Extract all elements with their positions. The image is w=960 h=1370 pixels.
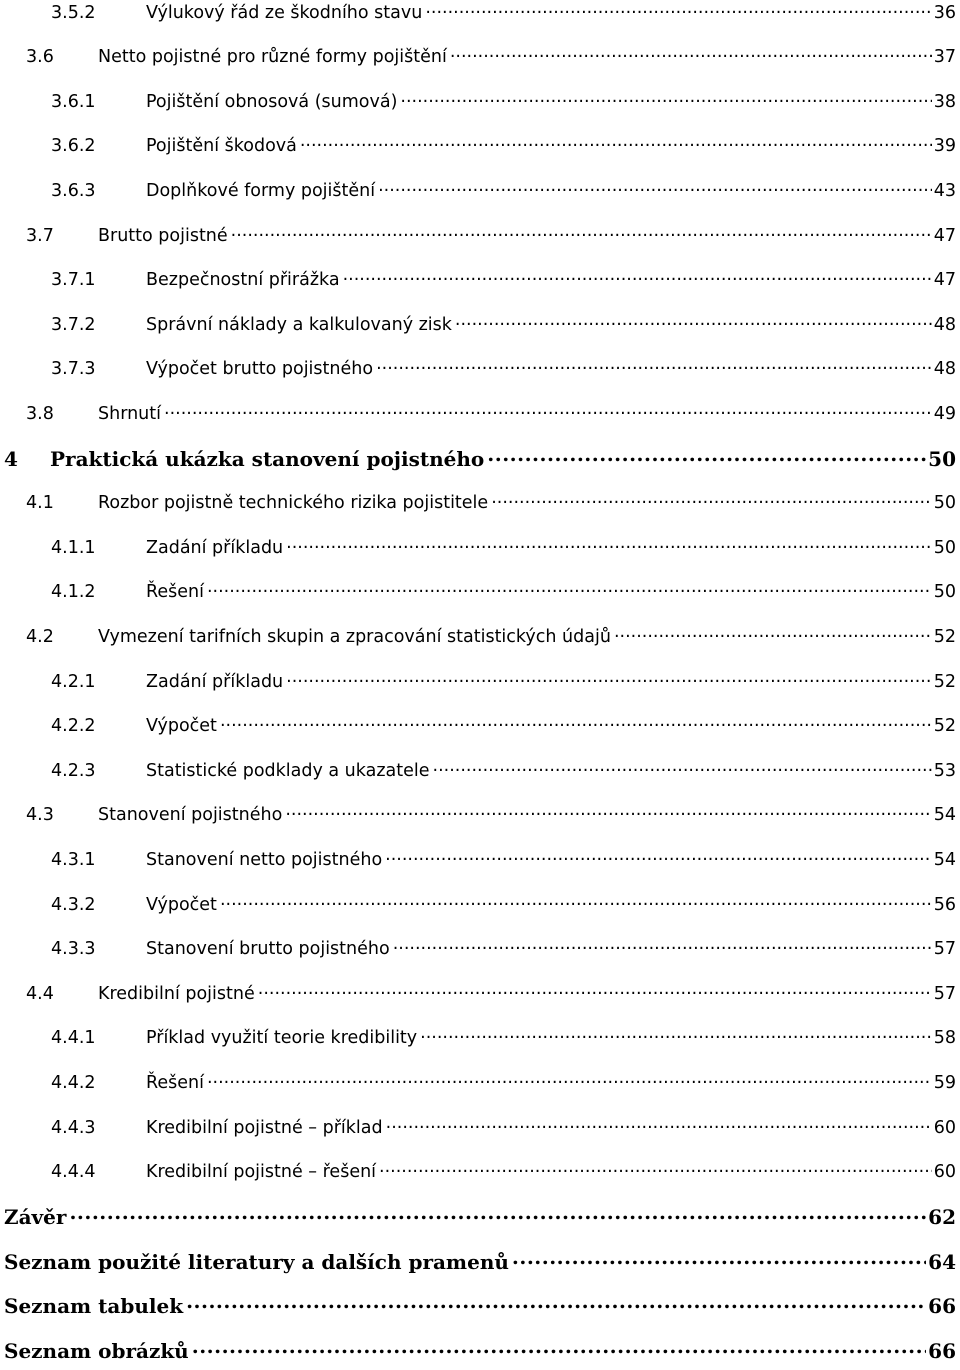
dot-leader — [379, 1160, 932, 1178]
toc-entry-title: Zadání příkladu — [146, 537, 284, 558]
toc-entry-number: 3.7.3 — [51, 359, 96, 380]
dot-leader — [378, 178, 932, 196]
toc-entry-title: Seznam použité literatury a dalších pramenů — [4, 1249, 509, 1274]
toc-entry-page-number: 50 — [928, 447, 956, 471]
dot-leader — [487, 446, 926, 466]
toc-entry[interactable] — [0, 803, 960, 833]
toc-entry-number: 3.6.3 — [51, 180, 96, 201]
dot-leader — [420, 1026, 932, 1044]
toc-entry-page-number: 36 — [933, 2, 956, 23]
dot-leader — [286, 669, 932, 687]
toc-entry-page-number: 52 — [933, 626, 956, 647]
toc-entry-page-number: 47 — [933, 270, 956, 291]
toc-entry-page-number: 66 — [928, 1294, 956, 1319]
toc-entry-title: Pojištění škodová — [146, 136, 297, 157]
toc-entry-title: Rozbor pojistně technického rizika pojistitele — [98, 493, 489, 514]
toc-entry-number: 3.7.2 — [51, 314, 96, 335]
toc-entry-page-number: 54 — [933, 805, 956, 826]
toc-entry-title: Výpočet brutto pojistného — [146, 359, 374, 380]
toc-entry-number: 3.7.1 — [51, 270, 96, 291]
dot-leader — [285, 803, 931, 821]
toc-entry[interactable] — [0, 580, 960, 610]
dot-leader — [455, 312, 932, 330]
dot-leader — [376, 357, 932, 375]
toc-entry[interactable] — [0, 1115, 960, 1145]
toc-entry-title: Řešení — [146, 582, 204, 603]
toc-entry-page-number: 49 — [933, 403, 956, 424]
toc-entry-number: 4.4.1 — [51, 1028, 96, 1049]
toc-entry[interactable] — [0, 446, 960, 478]
toc-entry-number: 4.2.3 — [51, 760, 96, 781]
dot-leader — [491, 491, 932, 509]
toc-entry[interactable] — [0, 357, 960, 387]
dot-leader — [343, 268, 932, 286]
toc-entry-page-number: 66 — [928, 1339, 956, 1363]
toc-entry-page-number: 52 — [933, 671, 956, 692]
dot-leader — [164, 401, 932, 419]
toc-entry[interactable] — [0, 89, 960, 119]
toc-entry-page-number: 48 — [933, 314, 956, 335]
toc-entry-page-number: 52 — [933, 716, 956, 737]
dot-leader — [425, 0, 931, 18]
toc-entry[interactable] — [0, 1070, 960, 1100]
toc-entry-page-number: 53 — [933, 760, 956, 781]
toc-entry-number: 4.3.3 — [51, 939, 96, 960]
toc-entry-title: Příklad využití teorie kredibility — [146, 1028, 418, 1049]
dot-leader — [393, 937, 932, 955]
toc-entry-title: Praktická ukázka stanovení pojistného — [50, 447, 485, 471]
dot-leader — [207, 1070, 932, 1088]
toc-entry[interactable] — [0, 401, 960, 431]
toc-entry[interactable] — [0, 312, 960, 342]
toc-entry[interactable] — [0, 134, 960, 164]
toc-entry-number: 4.3.2 — [51, 894, 96, 915]
toc-entry-title: Kredibilní pojistné – řešení — [146, 1162, 377, 1183]
toc-entry-title: Bezpečnostní přirážka — [146, 270, 340, 291]
toc-entry-number: 4.1.2 — [51, 582, 96, 603]
toc-entry-title: Stanovení pojistného — [98, 805, 283, 826]
dot-leader — [433, 758, 932, 776]
dot-leader — [385, 847, 932, 865]
toc-entry-title: Pojištění obnosová (sumová) — [146, 91, 398, 112]
toc-entry-title: Výpočet — [146, 716, 217, 737]
toc-entry-number: 4.2 — [26, 626, 54, 647]
toc-entry[interactable] — [0, 1293, 960, 1325]
toc-entry-title: Stanovení netto pojistného — [146, 849, 383, 870]
toc-entry-number: 3.7 — [26, 225, 54, 246]
toc-entry-page-number: 57 — [933, 939, 956, 960]
toc-entry[interactable] — [0, 892, 960, 922]
toc-entry-number: 4.2.1 — [51, 671, 96, 692]
toc-entry-number: 4 — [4, 447, 18, 471]
toc-entry-number: 4.4.4 — [51, 1162, 96, 1183]
toc-entry-number: 3.8 — [26, 403, 54, 424]
toc-entry-page-number: 60 — [933, 1162, 956, 1183]
dot-leader — [207, 580, 932, 598]
toc-entry[interactable] — [0, 45, 960, 75]
toc-entry-page-number: 54 — [933, 849, 956, 870]
toc-entry-number: 3.6.1 — [51, 91, 96, 112]
dot-leader — [400, 89, 931, 107]
dot-leader — [300, 134, 932, 152]
toc-entry-number: 4.3 — [26, 805, 54, 826]
toc-entry[interactable] — [0, 714, 960, 744]
toc-entry-title: Výlukový řád ze škodního stavu — [146, 2, 423, 23]
toc-entry[interactable] — [0, 223, 960, 253]
dot-leader — [512, 1249, 926, 1269]
toc-entry[interactable] — [0, 0, 960, 30]
toc-entry-number: 3.5.2 — [51, 2, 96, 23]
toc-entry-number: 4.1.1 — [51, 537, 96, 558]
toc-entry-page-number: 60 — [933, 1117, 956, 1138]
toc-entry-page-number: 56 — [933, 894, 956, 915]
toc-entry-page-number: 38 — [933, 91, 956, 112]
toc-entry-title: Stanovení brutto pojistného — [146, 939, 390, 960]
toc-entry[interactable] — [0, 268, 960, 298]
toc-entry-page-number: 43 — [933, 180, 956, 201]
toc-entry-title: Seznam obrázků — [4, 1339, 189, 1363]
dot-leader — [286, 535, 932, 553]
dot-leader — [614, 624, 932, 642]
toc-entry[interactable] — [0, 1160, 960, 1190]
toc-entry[interactable] — [0, 1249, 960, 1281]
toc-entry-number: 4.4 — [26, 983, 54, 1004]
toc-entry-title: Doplňkové formy pojištění — [146, 180, 376, 201]
toc-entry-title: Kredibilní pojistné — [98, 983, 255, 1004]
toc-entry-title: Brutto pojistné — [98, 225, 228, 246]
dot-leader — [220, 714, 932, 732]
dot-leader — [220, 892, 932, 910]
toc-entry[interactable] — [0, 535, 960, 565]
toc-entry-number: 4.4.2 — [51, 1072, 96, 1093]
toc-entry-page-number: 50 — [933, 537, 956, 558]
toc-entry[interactable] — [0, 1026, 960, 1056]
toc-entry-title: Seznam tabulek — [4, 1294, 184, 1319]
toc-entry-page-number: 59 — [933, 1072, 956, 1093]
toc-entry[interactable] — [0, 1204, 960, 1236]
toc-entry-number: 4.2.2 — [51, 716, 96, 737]
toc-entry-number: 3.6.2 — [51, 136, 96, 157]
toc-entry-number: 3.6 — [26, 47, 54, 68]
toc-entry-page-number: 39 — [933, 136, 956, 157]
toc-entry[interactable] — [0, 937, 960, 967]
toc-entry-title: Shrnutí — [98, 403, 161, 424]
toc-entry-title: Netto pojistné pro různé formy pojištění — [98, 47, 447, 68]
toc-entry-title: Zadání příkladu — [146, 671, 284, 692]
toc-entry[interactable] — [0, 758, 960, 788]
dot-leader — [69, 1204, 926, 1224]
toc-entry-page-number: 48 — [933, 359, 956, 380]
toc-entry-page-number: 50 — [933, 493, 956, 514]
toc-entry-page-number: 64 — [928, 1249, 956, 1274]
toc-entry[interactable] — [0, 847, 960, 877]
toc-entry-title: Vymezení tarifních skupin a zpracování statistických údajů — [98, 626, 611, 647]
toc-entry[interactable] — [0, 669, 960, 699]
toc-entry[interactable] — [0, 491, 960, 521]
toc-entry-number: 4.1 — [26, 493, 54, 514]
toc-entry-title: Statistické podklady a ukazatele — [146, 760, 430, 781]
dot-leader — [450, 45, 932, 63]
toc-entry-title: Závěr — [4, 1205, 67, 1230]
toc-entry-page-number: 50 — [933, 582, 956, 603]
toc-entry-title: Výpočet — [146, 894, 217, 915]
toc-entry-title: Řešení — [146, 1072, 204, 1093]
toc-entry-number: 4.3.1 — [51, 849, 96, 870]
toc-entry[interactable] — [0, 1338, 960, 1370]
toc-entry-title: Kredibilní pojistné – příklad — [146, 1117, 383, 1138]
toc-entry[interactable] — [0, 178, 960, 208]
toc-entry-page-number: 62 — [928, 1205, 956, 1230]
dot-leader — [258, 981, 932, 999]
toc-entry-number: 4.4.3 — [51, 1117, 96, 1138]
dot-leader — [386, 1115, 932, 1133]
dot-leader — [231, 223, 932, 241]
toc-entry-page-number: 47 — [933, 225, 956, 246]
dot-leader — [186, 1293, 926, 1313]
toc-entry-title: Správní náklady a kalkulovaný zisk — [146, 314, 452, 335]
dot-leader — [192, 1338, 926, 1358]
toc-entry[interactable] — [0, 624, 960, 654]
toc-entry[interactable] — [0, 981, 960, 1011]
toc-entry-page-number: 58 — [933, 1028, 956, 1049]
toc-entry-page-number: 57 — [933, 983, 956, 1004]
toc-entry-page-number: 37 — [933, 47, 956, 68]
